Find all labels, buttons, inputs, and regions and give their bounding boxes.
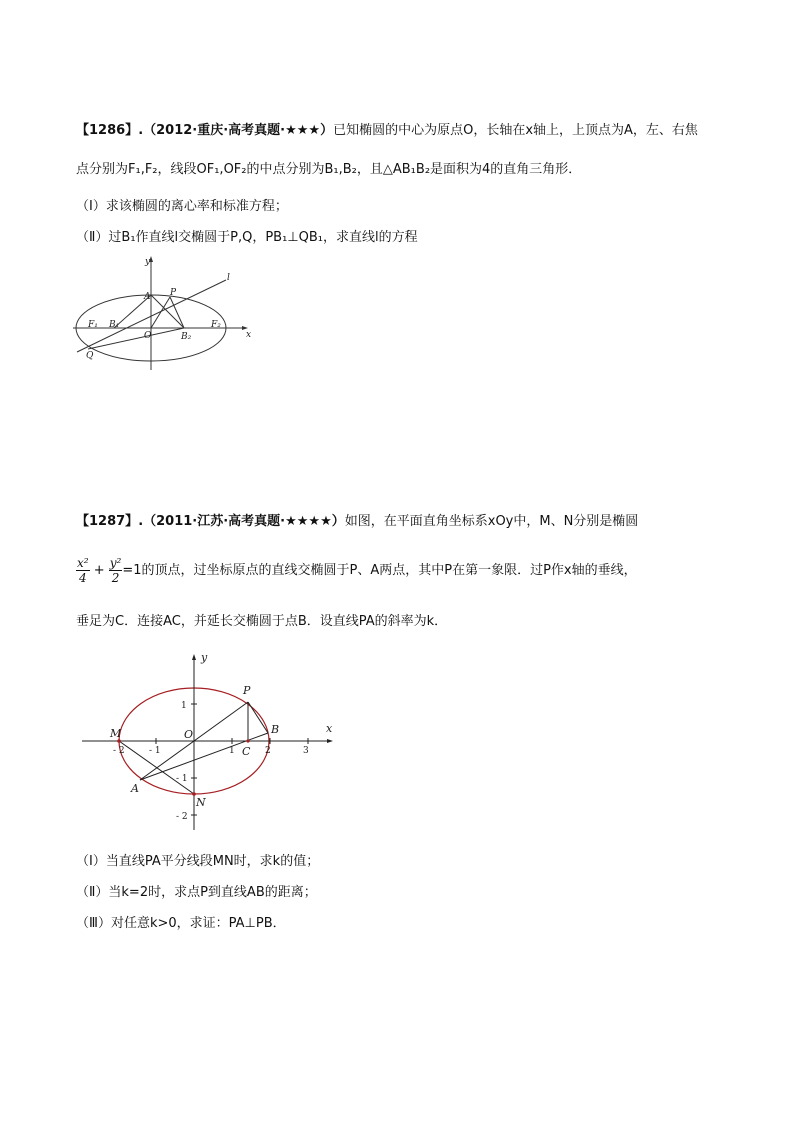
- point-C: [246, 739, 249, 742]
- tick-x-1: 1: [229, 746, 235, 756]
- label-B1: B₁: [109, 320, 120, 330]
- label-N: N: [196, 796, 206, 809]
- label-l: l: [227, 273, 230, 283]
- problem-text: =1的顶点，过坐标原点的直线交椭圆于P、A两点，其中P在第一象限．过P作x轴的垂线，: [122, 563, 637, 578]
- label-B: B: [271, 723, 280, 736]
- problem-source: .（2012·重庆·高考真题·★★★）: [138, 123, 334, 138]
- problem-text: 点分别为F₁,F₂，线段OF₁,OF₂的中点分别为B₁,B₂，且△AB₁B₂是面积为4的直角三角形．: [76, 162, 582, 177]
- label-P: P: [243, 684, 251, 697]
- problem-number: 【1287】: [76, 514, 139, 529]
- fraction-x2-over-4: $\frac{\text{x²}}{4}$: [77, 556, 89, 585]
- problem-1287-question1: （Ⅰ）当直线PA平分线段MN时，求k的值；: [76, 854, 320, 869]
- label-F1: F₁: [88, 320, 98, 330]
- segment-PB: [248, 702, 268, 733]
- problem-1287-line1: [76, 512, 638, 532]
- figure-1286: [70, 250, 270, 375]
- problem-1287-line3: [76, 612, 447, 632]
- label-A: A: [144, 292, 151, 302]
- segment-PO: [151, 297, 170, 328]
- tick-y-1: 1: [181, 701, 187, 711]
- label-C: C: [242, 745, 251, 758]
- label-P: P: [170, 288, 177, 298]
- label-B2: B₂: [181, 332, 192, 342]
- problem-1286-question1: （Ⅰ）求该椭圆的离心率和标准方程；: [76, 199, 288, 214]
- segment-AB2: [151, 295, 184, 328]
- label-M: M: [110, 727, 122, 740]
- tick-x-minus2: - 2: [113, 746, 125, 756]
- problem-1286-question2: （Ⅱ）过B₁作直线l交椭圆于P,Q，PB₁⊥QB₁，求直线l的方程: [76, 230, 418, 245]
- problem-text: 已知椭圆的中心为原点O，长轴在x轴上，上顶点为A，左、右焦: [333, 123, 698, 138]
- problem-source: .（2011·江苏·高考真题·★★★★）: [138, 514, 345, 529]
- problem-1286-line1: [76, 121, 698, 141]
- figure-1287: [78, 648, 340, 834]
- label-y: y: [145, 257, 151, 267]
- tick-x-minus1: - 1: [149, 746, 161, 756]
- problem-text: 垂足为C．连接AC，并延长交椭圆于点B．设直线PA的斜率为k．: [76, 614, 448, 629]
- problem-number: 【1286】: [76, 123, 139, 138]
- problem-text: 如图，在平面直角坐标系xOy中，M、N分别是椭圆: [344, 514, 639, 529]
- label-A: A: [131, 782, 139, 795]
- segment-QB2: [88, 328, 184, 349]
- problem-1286-line2: [76, 160, 581, 180]
- problem-1287-line2: $\frac{\text{x²}}{4}$ + $\frac{\text{y²}}{2}$ =1的顶点，过坐标原点的直线交椭圆于P、A两点，其中P在第一象限．过P作x轴的垂线，: [77, 556, 637, 585]
- tick-y-minus1: - 1: [176, 774, 188, 784]
- label-y: y: [201, 651, 208, 664]
- tick-x-3: 3: [303, 746, 309, 756]
- fraction-y2-over-2: $\frac{\text{y²}}{2}$: [109, 556, 122, 585]
- label-O: O: [144, 331, 152, 341]
- label-x: x: [326, 722, 333, 735]
- label-O: O: [184, 728, 194, 741]
- problem-1287-question2: （Ⅱ）当k=2时，求点P到直线AB的距离；: [76, 885, 317, 900]
- label-Q: Q: [86, 351, 94, 361]
- problem-1287-question3: （Ⅲ）对任意k>0，求证：PA⊥PB．: [76, 916, 286, 931]
- tick-x-2: 2: [265, 746, 271, 756]
- label-x: x: [246, 330, 252, 340]
- label-F2: F₂: [211, 320, 221, 330]
- tick-y-minus2: - 2: [176, 812, 188, 822]
